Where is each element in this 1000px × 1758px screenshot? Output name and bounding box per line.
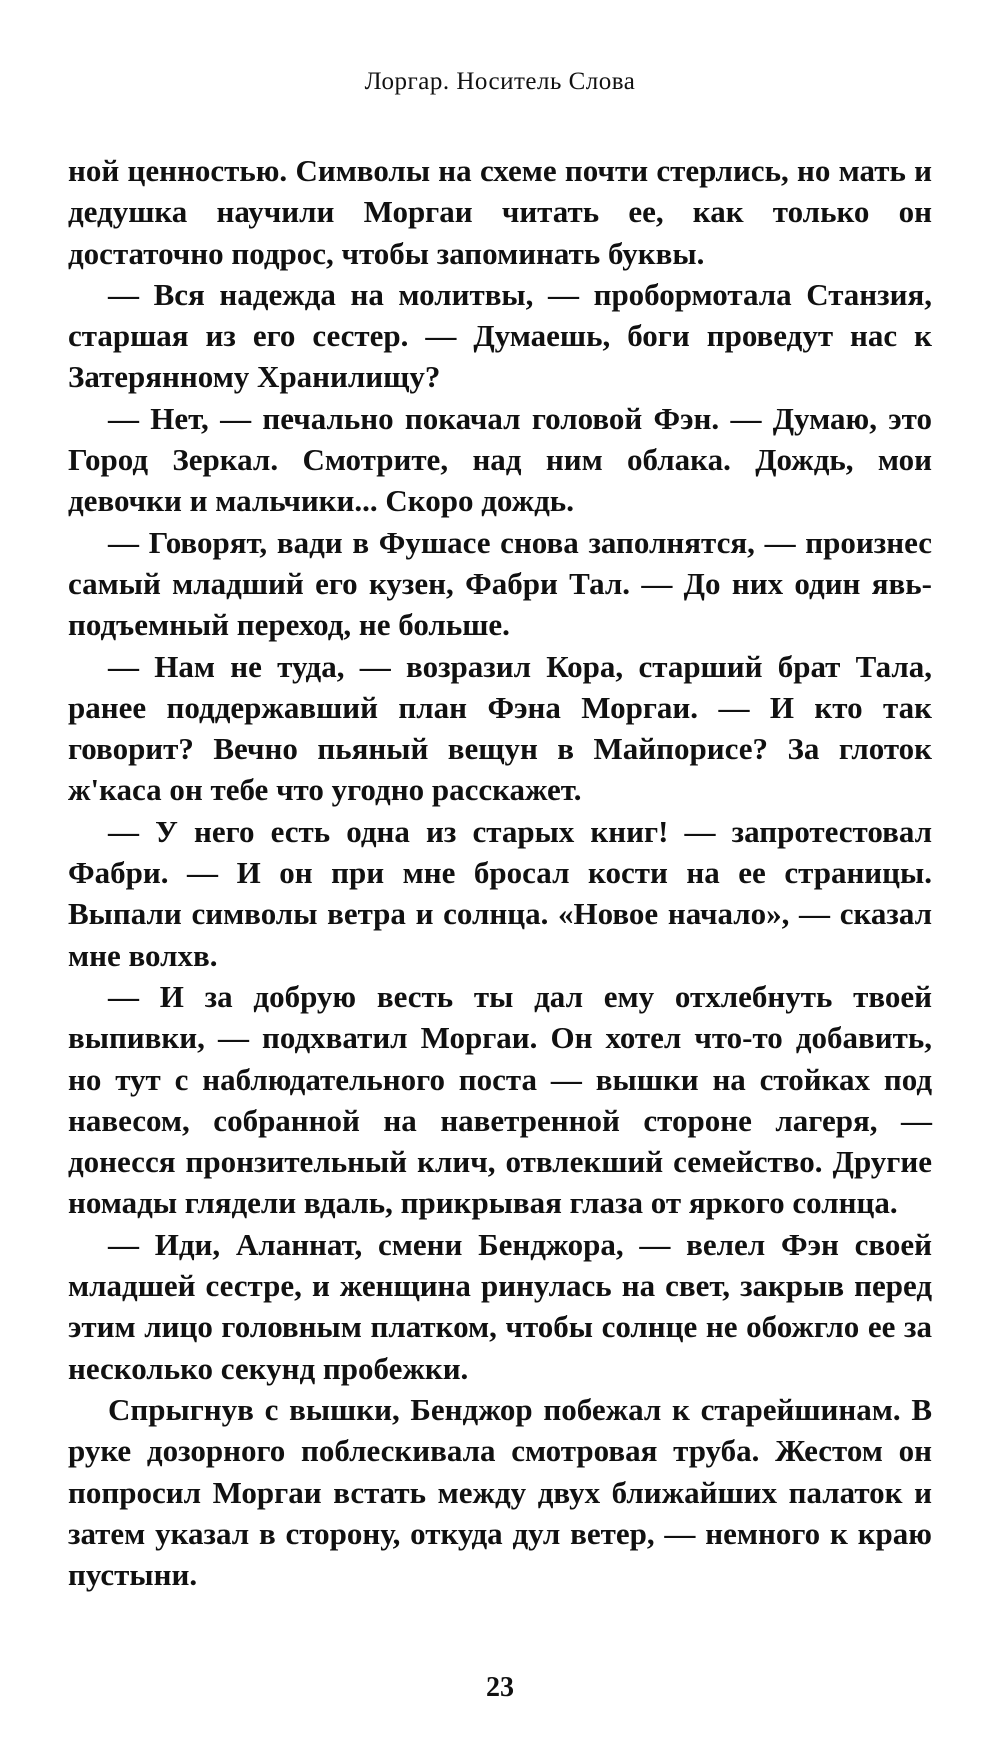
paragraph: — У него есть одна из старых книг! — запротестовал Фабри. — И он при мне бросал кости на ее страницы. Выпали символы ветра и солнца. «Новое начало», — сказал мне волхв. [68, 813, 932, 973]
running-head: Лоргар. Носитель Слова [364, 68, 636, 95]
page-number: 23 [486, 1672, 514, 1703]
paragraph: — Нет, — печально покачал головой Фэн. — Думаю, это Город Зеркал. Смотрите, над ним облака. Дождь, мои девочки и мальчики... Скоро дождь. [68, 400, 932, 519]
paragraph: — Нам не туда, — возразил Кора, старший брат Тала, ранее поддержавший план Фэна Моргаи. — И кто так говорит? Вечно пьяный вещун в Майпорисе? За глоток ж'каса он тебе что угодно расскажет. [68, 648, 932, 808]
paragraph: — Вся надежда на молитвы, — пробормотала Станзия, старшая из его сестер. — Думаешь, боги проведут нас к Затерянному Хранилищу? [68, 276, 932, 395]
paragraph: — Говорят, вади в Фушасе снова заполнятся, — произнес самый младший его кузен, Фабри Тал. — До них один явь-подъемный переход, не больше. [68, 524, 932, 643]
paragraph: — И за добрую весть ты дал ему отхлебнуть твоей выпивки, — подхватил Моргаи. Он хотел что-то добавить, но тут с наблюдательного поста — вышки на стойках под навесом, собранной на наветренной стороне лагеря, — донесся пронзительный клич, отвлекший семейство. Другие номады глядели вдаль, прикрывая глаза от яркого солнца. [68, 978, 932, 1221]
paragraph: — Иди, Аланнат, смени Бенджора, — велел Фэн своей младшей сестре, и женщина ринулась на свет, закрыв перед этим лицо головным платком, чтобы солнце не обожгло ее за несколько секунд пробежки. [68, 1226, 932, 1386]
paragraph: Спрыгнув с вышки, Бенджор побежал к старейшинам. В руке дозорного поблескивала смотровая труба. Жестом он попросил Моргаи встать между двух ближайших палаток и затем указал в сторону, откуда дул ветер, — немного к краю пустыни. [68, 1391, 932, 1593]
body-text [68, 150, 932, 1595]
paragraph: ной ценностью. Символы на схеме почти стерлись, но мать и дедушка научили Моргаи читать ее, как только он достаточно подрос, чтобы запоминать буквы. [68, 153, 932, 271]
